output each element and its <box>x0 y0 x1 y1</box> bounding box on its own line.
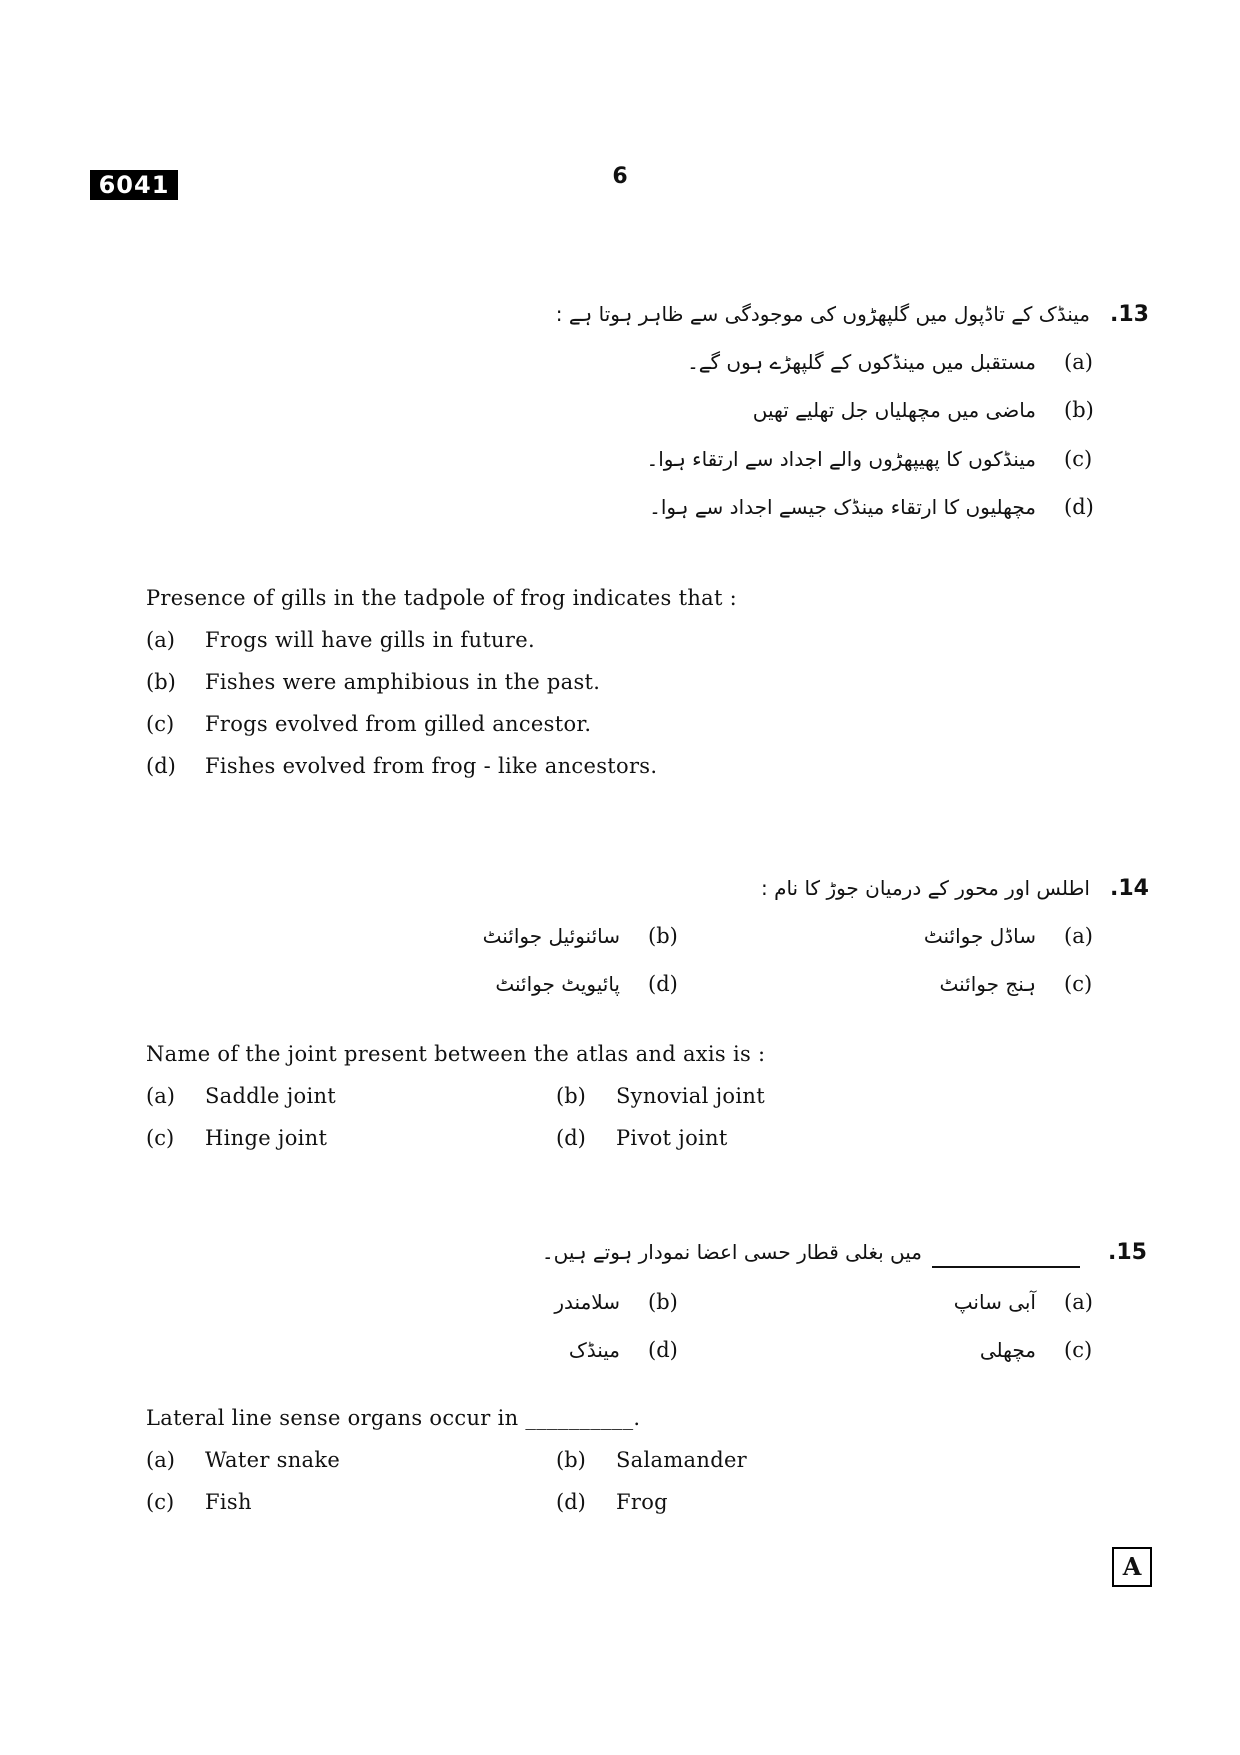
q13-urdu-option-b-label: (b) <box>1064 398 1094 422</box>
q13-option-d-label: (d) <box>146 754 176 778</box>
q15-urdu-option-d: مینڈک <box>568 1338 620 1362</box>
q15-option-d-label: (d) <box>556 1490 586 1514</box>
q13-urdu-option-a: مستقبل میں مینڈکوں کے گلپھڑے ہوں گے۔ <box>687 350 1036 374</box>
q14-option-c-label: (c) <box>146 1126 175 1150</box>
q14-urdu-option-c: ہنج جوائنٹ <box>939 972 1036 996</box>
q14-urdu-option-d: پائیویٹ جوائنٹ <box>495 972 620 996</box>
q15-option-c: Fish <box>205 1490 252 1514</box>
q15-urdu-option-c: مچھلی <box>979 1338 1036 1362</box>
grade-box: A <box>1112 1547 1152 1587</box>
q15-urdu-option-d-label: (d) <box>648 1338 678 1362</box>
q15-option-c-label: (c) <box>146 1490 175 1514</box>
q14-option-a-label: (a) <box>146 1084 175 1108</box>
q13-option-a: Frogs will have gills in future. <box>205 628 535 652</box>
q14-option-d: Pivot joint <box>616 1126 728 1150</box>
q15-urdu-blank-line <box>932 1240 1080 1268</box>
q13-option-c: Frogs evolved from gilled ancestor. <box>205 712 592 736</box>
q14-urdu-option-a-label: (a) <box>1064 924 1093 948</box>
q15-option-b: Salamander <box>616 1448 748 1472</box>
q14-option-d-label: (d) <box>556 1126 586 1150</box>
question-13-number: .13 <box>1110 302 1149 327</box>
q14-option-a: Saddle joint <box>205 1084 337 1108</box>
q14-option-b: Synovial joint <box>616 1084 765 1108</box>
q15-urdu-option-b: سلامندر <box>554 1290 620 1314</box>
q15-urdu-option-b-label: (b) <box>648 1290 678 1314</box>
question-14-urdu-text: اطلس اور محور کے درمیان جوڑ کا نام : <box>760 876 1090 900</box>
q13-option-c-label: (c) <box>146 712 175 736</box>
q14-option-b-label: (b) <box>556 1084 586 1108</box>
q15-option-b-label: (b) <box>556 1448 586 1472</box>
q15-urdu-option-a-label: (a) <box>1064 1290 1093 1314</box>
q14-urdu-option-d-label: (d) <box>648 972 678 996</box>
q14-urdu-option-a: ساڈل جوائنٹ <box>923 924 1036 948</box>
paper-code: 6041 <box>90 170 178 200</box>
question-13-urdu-text: مینڈک کے تاڈپول میں گلپھڑوں کی موجودگی سے ظاہر ہوتا ہے : <box>555 302 1090 326</box>
q13-option-a-label: (a) <box>146 628 175 652</box>
q13-urdu-option-b: ماضی میں مچھلیاں جل تھلیے تھیں <box>752 398 1036 422</box>
q13-urdu-option-d: مچھلیوں کا ارتقاء مینڈک جیسے اجداد سے ہوا۔ <box>649 495 1036 519</box>
question-15-english-text: Lateral line sense organs occur in __________. <box>146 1406 641 1430</box>
q13-urdu-option-a-label: (a) <box>1064 350 1093 374</box>
question-14-number: .14 <box>1110 876 1149 901</box>
q15-option-a-label: (a) <box>146 1448 175 1472</box>
page-number: 6 <box>612 164 628 189</box>
q15-option-a: Water snake <box>205 1448 341 1472</box>
q13-urdu-option-c: مینڈکوں کا پھیپھڑوں والے اجداد سے ارتقاء ہوا۔ <box>646 447 1036 471</box>
q14-urdu-option-b: سائنوئیل جوائنٹ <box>482 924 620 948</box>
q13-urdu-option-d-label: (d) <box>1064 495 1094 519</box>
question-15-urdu-text: میں بغلی قطار حسی اعضا نمودار ہوتے ہیں۔ <box>541 1240 922 1264</box>
q15-urdu-option-c-label: (c) <box>1064 1338 1093 1362</box>
q14-option-c: Hinge joint <box>205 1126 328 1150</box>
q14-urdu-option-c-label: (c) <box>1064 972 1093 996</box>
q15-option-d: Frog <box>616 1490 668 1514</box>
q13-option-d: Fishes evolved from frog - like ancestors. <box>205 754 658 778</box>
question-13-english-text: Presence of gills in the tadpole of frog indicates that : <box>146 586 738 610</box>
q13-urdu-option-c-label: (c) <box>1064 447 1093 471</box>
q13-option-b-label: (b) <box>146 670 176 694</box>
q13-option-b: Fishes were amphibious in the past. <box>205 670 601 694</box>
question-15-number: .15 <box>1108 1240 1147 1265</box>
q15-urdu-option-a: آبی سانپ <box>953 1290 1036 1314</box>
q14-urdu-option-b-label: (b) <box>648 924 678 948</box>
question-14-english-text: Name of the joint present between the atlas and axis is : <box>146 1042 766 1066</box>
